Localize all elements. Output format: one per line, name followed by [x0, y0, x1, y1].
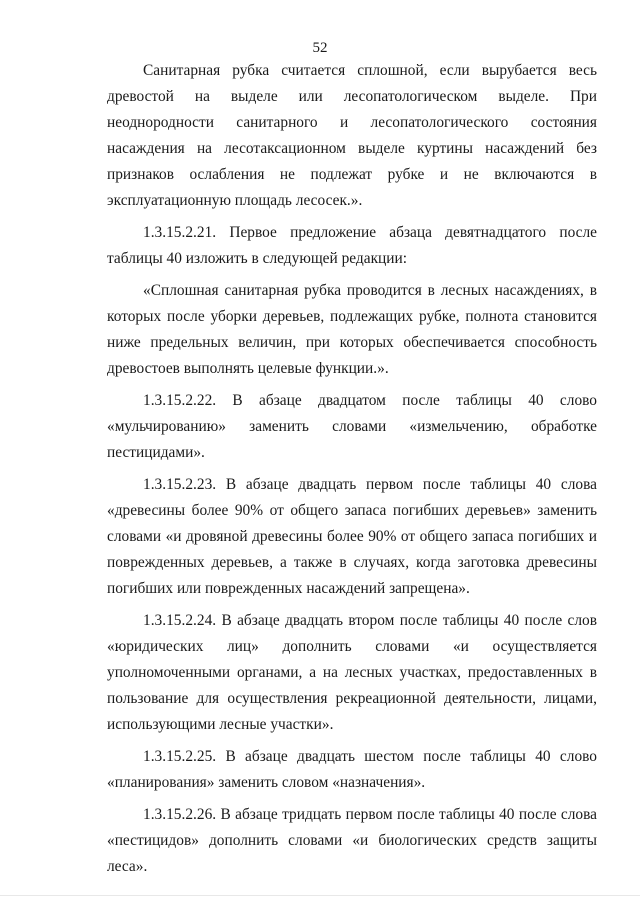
paragraph-1: Санитарная рубка считается сплошной, если вырубается весь древостой на выделе или лесопатологическом выделе. При неоднородности санитарного и лесопатологического состояния насаждения на лесотаксационном выделе куртины насаждений без признаков ослабления не подлежат рубке и не включаются в эксплуатационную площадь лесосек.». — [107, 62, 597, 209]
scan-bottom-edge — [0, 895, 640, 906]
page-number: 52 — [312, 40, 328, 56]
paragraph-6: 1.3.15.2.24. В абзаце двадцать втором после таблицы 40 после слов «юридических лиц» дополнить словами «и осуществляется уполномоченными органами, а на лесных участках, предоставленных в пользование для осуществления рекреационной деятельности, лицами, использующими лесные участки». — [107, 612, 597, 733]
paragraph-2: 1.3.15.2.21. Первое предложение абзаца девятнадцатого после таблицы 40 изложить в следующей редакции: — [107, 224, 597, 267]
document-body — [107, 52, 597, 880]
paragraph-5: 1.3.15.2.23. В абзаце двадцать первом после таблицы 40 слова «древесины более 90% от общего запаса погибших деревьев» заменить словами «и дровяной древесины более 90% от общего запаса погибших и поврежденных деревьев, а также в случаях, когда заготовка древесины погибших или поврежденных насаждений запрещена». — [107, 476, 597, 597]
paragraph-8: 1.3.15.2.26. В абзаце тридцать первом после таблицы 40 после слова «пестицидов» дополнить словами «и биологических средств защиты леса». — [107, 806, 597, 875]
paragraph-3: «Сплошная санитарная рубка проводится в лесных насаждениях, в которых после уборки деревьев, подлежащих рубке, полнота становится ниже предельных величин, при которых обеспечивается способность древостоев выполнять целевые функции.». — [107, 282, 597, 377]
paragraph-4: 1.3.15.2.22. В абзаце двадцатом после таблицы 40 слово «мульчированию» заменить словами «измельчению, обработке пестицидами». — [107, 392, 597, 461]
paragraph-7: 1.3.15.2.25. В абзаце двадцать шестом после таблицы 40 слово «планирования» заменить словом «назначения». — [107, 748, 597, 791]
